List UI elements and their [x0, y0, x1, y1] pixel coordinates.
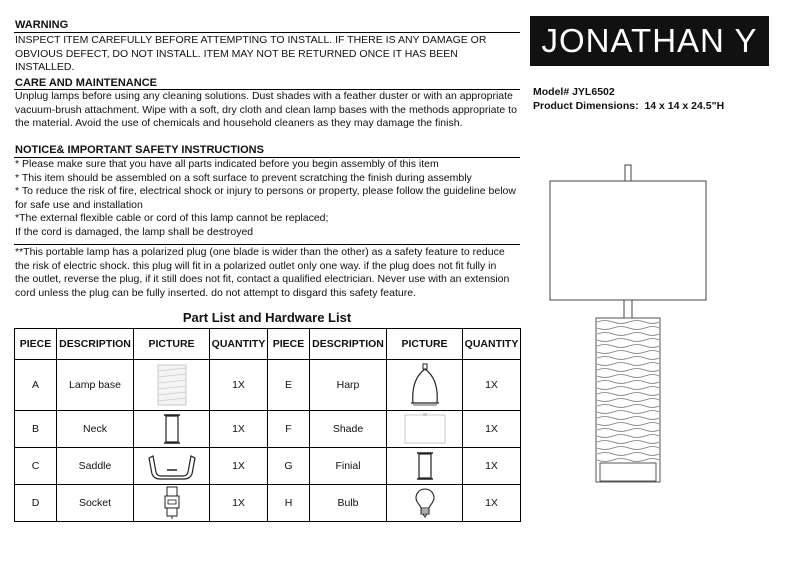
- product-dimensions: Product Dimensions: 14 x 14 x 24.5"H: [533, 100, 725, 112]
- brand-logo: JONATHAN Y: [530, 16, 769, 66]
- warning-text: INSPECT ITEM CAREFULLY BEFORE ATTEMPTING TO INSTALL. IF THERE IS ANY DAMAGE OR OBVIOUS DEFECT, DO NOT INSTALL. ITEM MAY NOT BE RETURNED ONCE IT HAS BEEN INSTALLED.: [15, 34, 487, 73]
- col-header: DESCRIPTION: [57, 329, 134, 360]
- notice-title: NOTICE& IMPORTANT SAFETY INSTRUCTIONS: [15, 144, 264, 156]
- quantity-cell: 1X: [463, 485, 521, 522]
- table-row: [15, 448, 521, 485]
- socket-icon: [161, 486, 183, 520]
- plug-text: **This portable lamp has a polarized plug (one blade is wider than the other) as a safety feature to reduce the risk of electric shock. this plug will fit in a polarized outlet only one way. if the plug does not fit fully in the outlet, reverse the plug, if it still does not fit, contact a qualified electrician. Never use with an extension cord unless the plug can be fully inserted. do not attempt to disgard this safety feature.: [15, 246, 510, 299]
- col-header: PIECE: [15, 329, 57, 360]
- quantity-cell: 1X: [210, 360, 268, 411]
- parts-header-row: [15, 329, 521, 360]
- neck-icon: [161, 413, 183, 445]
- table-row: [15, 411, 521, 448]
- piece-cell: E: [268, 360, 310, 411]
- col-header: QUANTITY: [210, 329, 268, 360]
- piece-cell: D: [15, 485, 57, 522]
- description-cell: Saddle: [57, 448, 134, 485]
- description-cell: Shade: [310, 411, 387, 448]
- divider: [14, 244, 520, 245]
- care-text: Unplug lamps before using any cleaning solutions. Dust shades with a feather duster or with an appropriate vacuum-brush attachment. Wipe with a soft, dry cloth and clean lamp bases with the methods appropriate to the material. Avoid the use of chemicals and household cleaners as they may damage the finish.: [15, 90, 517, 129]
- piece-cell: A: [15, 360, 57, 411]
- quantity-cell: 1X: [210, 448, 268, 485]
- quantity-cell: 1X: [463, 411, 521, 448]
- quantity-cell: 1X: [463, 448, 521, 485]
- quantity-cell: 1X: [210, 485, 268, 522]
- description-cell: Finial: [310, 448, 387, 485]
- description-cell: Lamp base: [57, 360, 134, 411]
- col-header: PICTURE: [387, 329, 463, 360]
- picture-cell: [134, 448, 210, 485]
- description-cell: Neck: [57, 411, 134, 448]
- bulb-icon: [414, 487, 436, 519]
- col-header: PICTURE: [134, 329, 210, 360]
- saddle-icon: [147, 452, 197, 480]
- piece-cell: F: [268, 411, 310, 448]
- piece-cell: C: [15, 448, 57, 485]
- picture-cell: [387, 411, 463, 448]
- quantity-cell: 1X: [463, 360, 521, 411]
- description-cell: Harp: [310, 360, 387, 411]
- picture-cell: [387, 360, 463, 411]
- description-cell: Socket: [57, 485, 134, 522]
- care-title: CARE AND MAINTENANCE: [15, 77, 157, 89]
- picture-cell: [387, 485, 463, 522]
- shade-icon: [403, 413, 447, 445]
- finial-icon: [414, 451, 436, 481]
- model-number: Model# JYL6502: [533, 86, 615, 98]
- piece-cell: H: [268, 485, 310, 522]
- parts-table: [14, 328, 521, 522]
- table-row: [15, 360, 521, 411]
- col-header: PIECE: [268, 329, 310, 360]
- picture-cell: [134, 485, 210, 522]
- lamp-base-icon: [155, 363, 189, 407]
- col-header: DESCRIPTION: [310, 329, 387, 360]
- parts-title: Part List and Hardware List: [182, 310, 352, 325]
- picture-cell: [387, 448, 463, 485]
- divider: [14, 32, 520, 33]
- piece-cell: G: [268, 448, 310, 485]
- description-cell: Bulb: [310, 485, 387, 522]
- piece-cell: B: [15, 411, 57, 448]
- quantity-cell: 1X: [210, 411, 268, 448]
- col-header: QUANTITY: [463, 329, 521, 360]
- picture-cell: [134, 360, 210, 411]
- lamp-illustration: [548, 160, 708, 542]
- notice-text: * Please make sure that you have all parts indicated before you begin assembly of this item * This item should be assembled on a soft surface to prevent scratching the finish during assembly * To reduce the risk of fire, electrical shock or injury to persons or property, please follow the guideline below for safe use and installation *The external flexible cable or cord of this lamp cannot be replaced; If the cord is damaged, the lamp shall be destroyed: [15, 158, 516, 238]
- picture-cell: [134, 411, 210, 448]
- harp-icon: [408, 363, 442, 407]
- warning-title: WARNING: [15, 19, 69, 31]
- table-row: [15, 485, 521, 522]
